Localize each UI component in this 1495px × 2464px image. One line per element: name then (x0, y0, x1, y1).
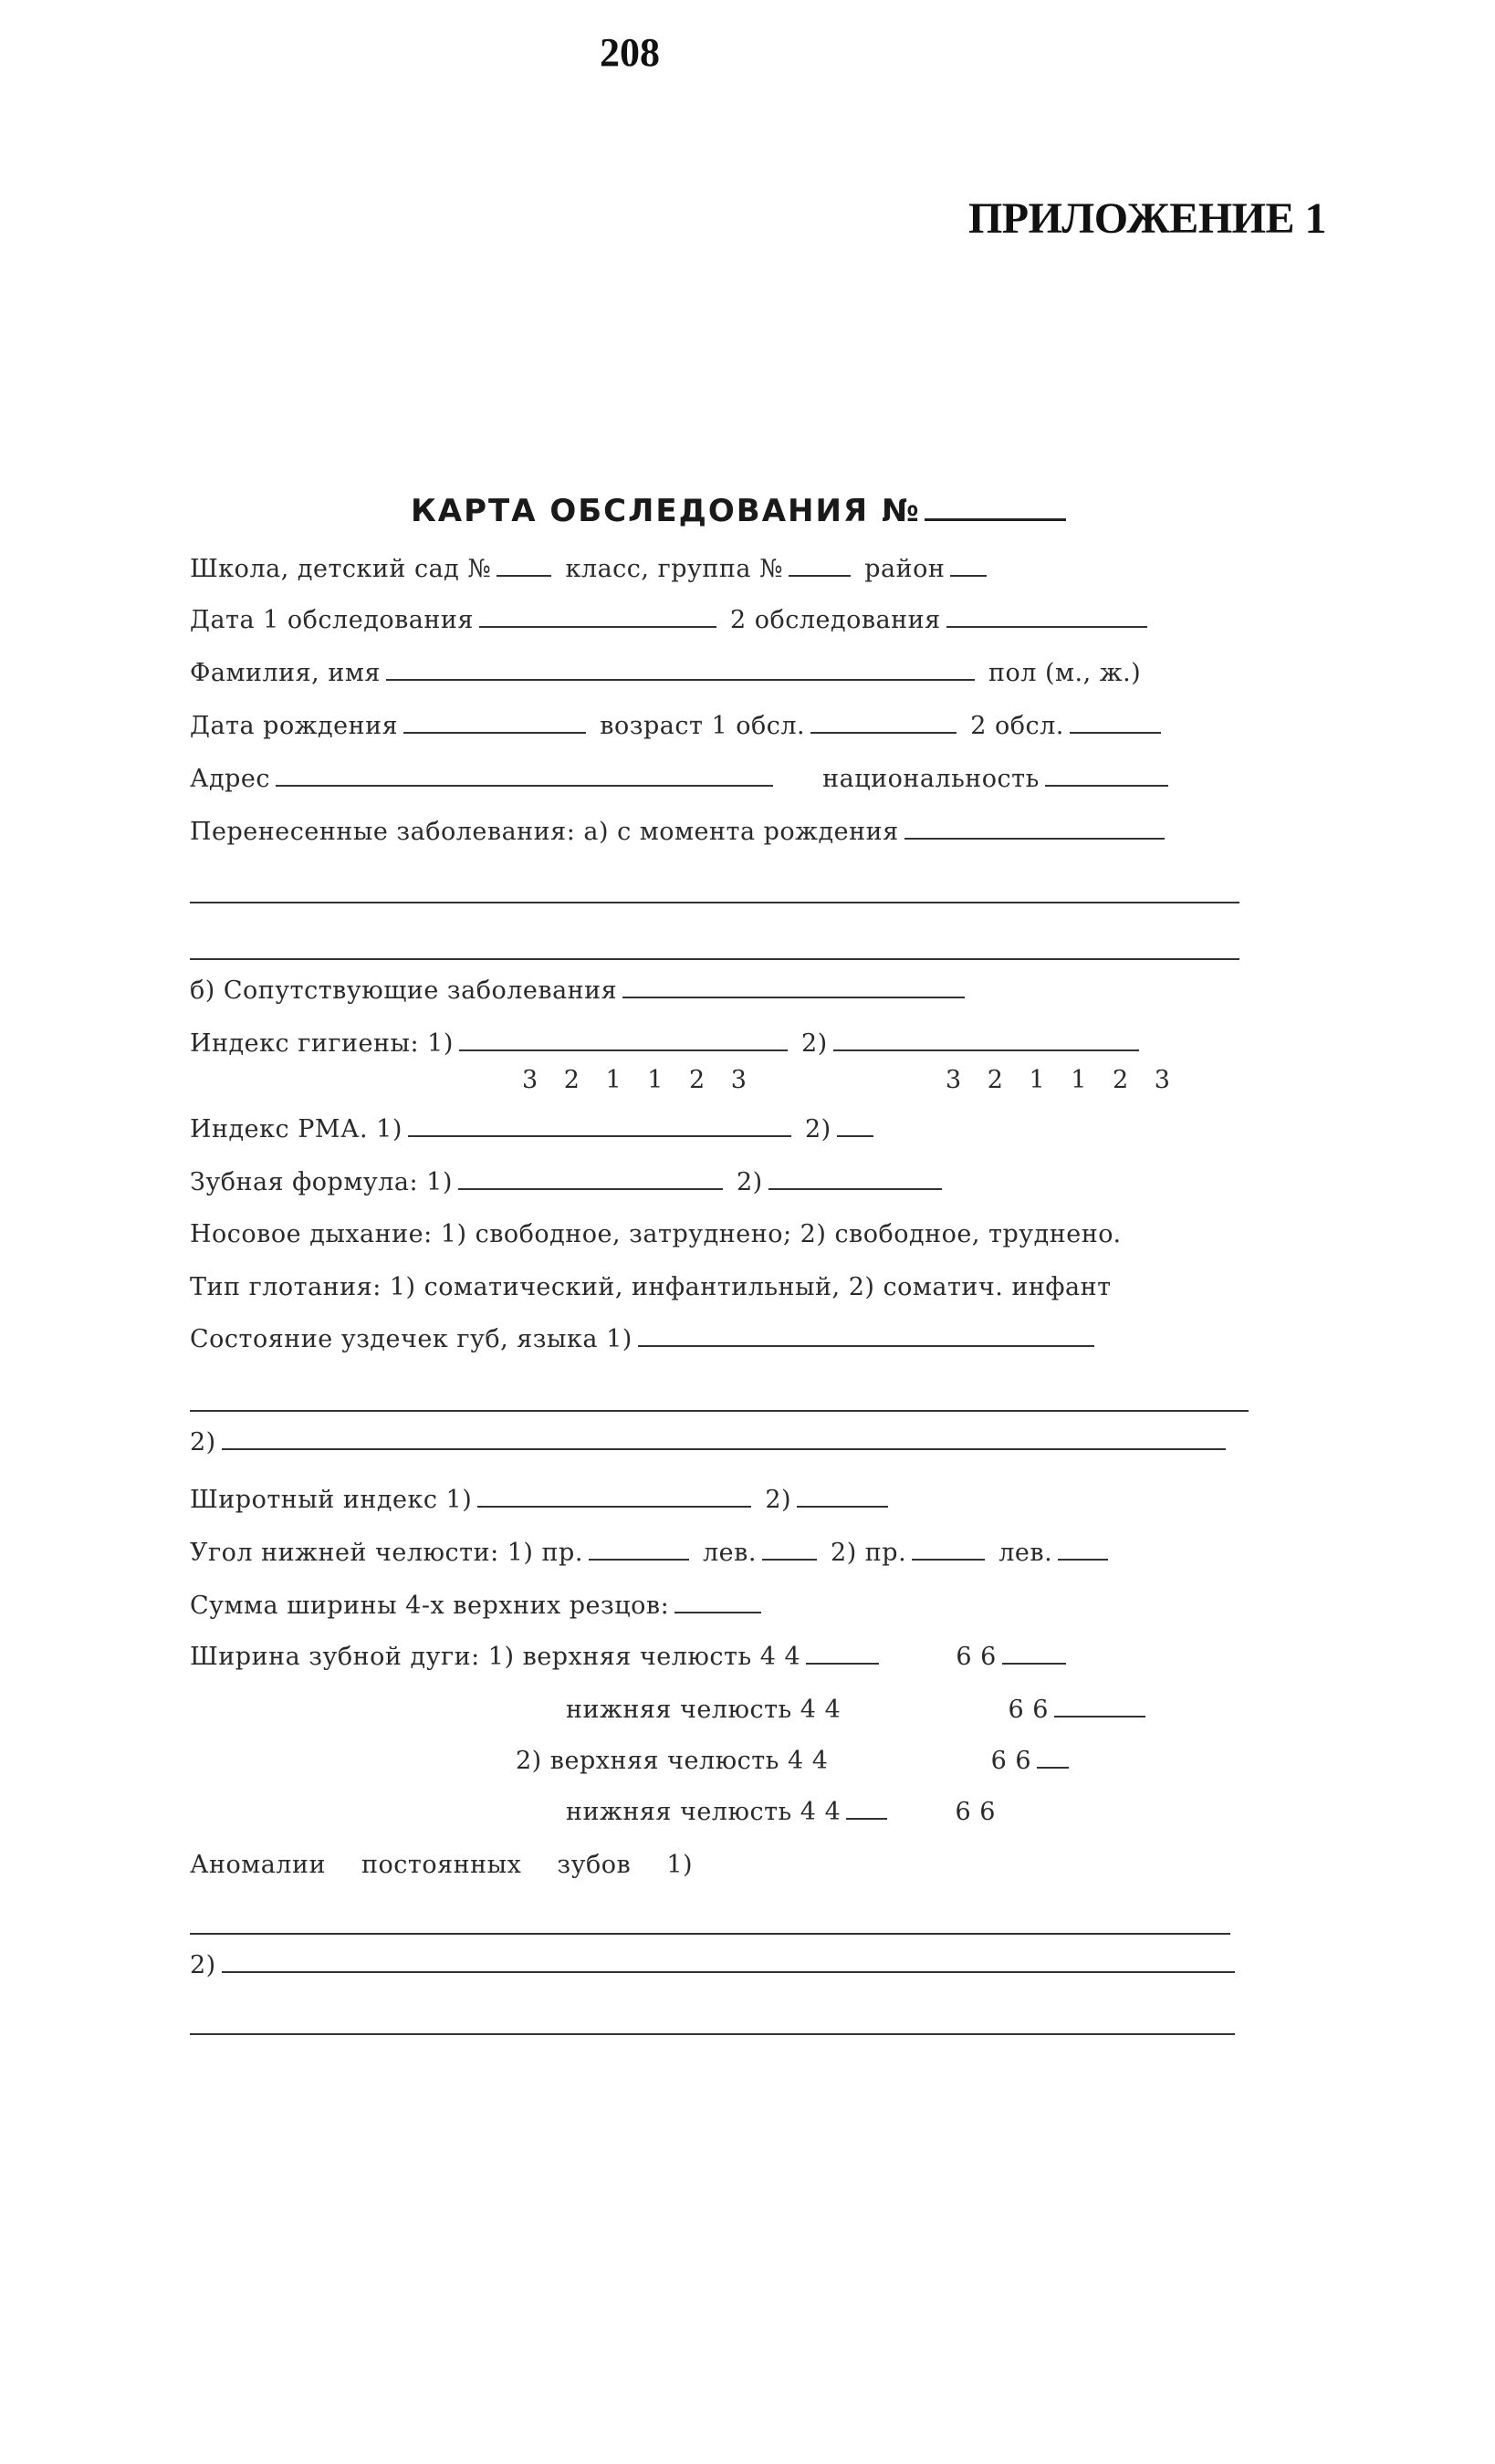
arch-upper1-44-field[interactable] (806, 1644, 879, 1665)
age2-label: 2 обсл. (970, 712, 1064, 740)
hygiene1-field[interactable] (459, 1031, 788, 1051)
exam2-date-field[interactable] (946, 608, 1147, 628)
exam1-label: Дата 1 обследования (190, 606, 474, 634)
arch-upper2-label: 2) верхняя челюсть 4 4 (516, 1747, 829, 1775)
sex-label: пол (м., ж.) (988, 659, 1142, 687)
pma1-field[interactable] (408, 1117, 791, 1137)
jaw-left1-field[interactable] (762, 1540, 817, 1561)
anomalies2-label: 2) (190, 1951, 216, 1979)
school-label: Школа, детский сад № (190, 555, 492, 583)
jaw-right2-label: 2) пр. (831, 1539, 907, 1567)
anomalies2-row (190, 1951, 1240, 1979)
formula1-field[interactable] (458, 1170, 723, 1190)
diseases-label: Перенесенные заболевания: а) с момента рождения (190, 818, 899, 846)
width-index-label: Широтный индекс 1) (190, 1486, 473, 1514)
formula2-field[interactable] (768, 1170, 942, 1190)
district-field[interactable] (950, 557, 987, 577)
arch-upper1-66-label: 6 6 (956, 1643, 997, 1671)
diseases-line-2[interactable] (190, 902, 1239, 903)
age1-field[interactable] (810, 714, 957, 734)
arch-lower2-44-field[interactable] (846, 1800, 887, 1820)
jaw-right1-field[interactable] (589, 1540, 689, 1561)
incisors-row (190, 1592, 767, 1620)
card-title (411, 493, 1066, 529)
jaw-left2-label: лев. (998, 1539, 1053, 1567)
nationality-label: национальность (822, 765, 1040, 793)
diseases-line-3[interactable] (190, 958, 1239, 960)
hygiene-row (190, 1029, 1145, 1058)
anomalies2-field[interactable] (222, 1953, 1235, 1973)
incisors-label: Сумма ширины 4-х верхних резцов: (190, 1592, 670, 1620)
breathing-row: Носовое дыхание: 1) свободное, затруднено; 2) свободное, трудненo. (190, 1220, 1122, 1248)
diseases-field[interactable] (904, 820, 1165, 840)
birth-label: Дата рождения (190, 712, 399, 740)
anomalies-line-3[interactable] (190, 2033, 1235, 2035)
swallowing-row: Тип глотания: 1) соматический, инфантильный, 2) соматич. инфант (190, 1273, 1112, 1301)
hygiene-teeth-numbers-2: 3 2 1 1 2 3 (946, 1066, 1170, 1094)
width-index2-field[interactable] (797, 1488, 888, 1508)
arch-upper2-row (516, 1747, 1074, 1775)
concomitant-label: б) Сопутствующие заболевания (190, 976, 618, 1005)
formula2-label: 2) (736, 1168, 763, 1196)
frenum-row (190, 1325, 1100, 1353)
jaw-left1-label: лев. (703, 1539, 757, 1567)
pma-label: Индекс РМА. 1) (190, 1115, 402, 1143)
frenum2-row (190, 1428, 1231, 1456)
arch-lower1-row (566, 1696, 1151, 1724)
birth-row (190, 712, 1166, 740)
jaw-angle-row (190, 1539, 1113, 1567)
card-title-text: КАРТА ОБСЛЕДОВАНИЯ № (411, 493, 921, 529)
name-row (190, 659, 1141, 687)
formula-label: Зубная формула: 1) (190, 1168, 453, 1196)
arch-lower1-66-field[interactable] (1054, 1697, 1145, 1717)
arch-upper1-66-field[interactable] (1002, 1644, 1066, 1665)
exam1-date-field[interactable] (479, 608, 716, 628)
frenum2-label: 2) (190, 1428, 216, 1456)
address-row (190, 765, 1174, 793)
arch-upper1-row (190, 1643, 1072, 1671)
school-number-field[interactable] (497, 557, 551, 577)
concomitant-field[interactable] (622, 978, 965, 998)
anomalies-row: Аномалии постоянных зубов 1) (190, 1851, 694, 1879)
exam2-label: 2 обследования (729, 606, 941, 634)
frenum-line-2[interactable] (190, 1410, 1249, 1412)
concomitant-row (190, 976, 970, 1005)
incisors-field[interactable] (674, 1593, 761, 1613)
width-index2-label: 2) (765, 1486, 792, 1514)
hygiene-label: Индекс гигиены: 1) (190, 1029, 454, 1058)
jaw-left2-field[interactable] (1058, 1540, 1108, 1561)
width-index-row (190, 1486, 894, 1514)
frenum1-field[interactable] (638, 1327, 1094, 1347)
address-label: Адрес (190, 765, 270, 793)
birth-date-field[interactable] (403, 714, 586, 734)
formula-row (190, 1168, 947, 1196)
diseases-row (190, 818, 1170, 846)
arch-lower1-label: нижняя челюсть 4 4 (566, 1696, 842, 1724)
arch-lower2-row (566, 1798, 996, 1826)
arch-width-label: Ширина зубной дуги: 1) верхняя челюсть 4 4 (190, 1643, 801, 1671)
arch-lower1-66-label: 6 6 (1008, 1696, 1049, 1724)
pma2-label: 2) (804, 1115, 831, 1143)
jaw-angle-label: Угол нижней челюсти: 1) пр. (190, 1539, 583, 1567)
anomalies-line-2[interactable] (190, 1933, 1230, 1935)
frenum2-field[interactable] (222, 1430, 1226, 1450)
district-label: район (864, 555, 946, 583)
arch-lower2-66-label: 6 6 (955, 1798, 996, 1826)
pma-row (190, 1115, 879, 1143)
address-field[interactable] (276, 767, 773, 787)
jaw-right2-field[interactable] (912, 1540, 985, 1561)
nationality-field[interactable] (1045, 767, 1168, 787)
name-label: Фамилия, имя (190, 659, 381, 687)
arch-upper2-66-field[interactable] (1037, 1749, 1069, 1769)
frenum-label: Состояние уздечек губ, языка 1) (190, 1325, 632, 1353)
name-field[interactable] (386, 661, 975, 681)
width-index1-field[interactable] (477, 1488, 751, 1508)
page-number: 208 (600, 30, 660, 75)
arch-upper2-66-label: 6 6 (990, 1747, 1032, 1775)
card-number-field[interactable] (925, 495, 1066, 521)
hygiene2-label: 2) (800, 1029, 828, 1058)
group-number-field[interactable] (789, 557, 851, 577)
exam-date-row (190, 606, 1153, 634)
hygiene2-field[interactable] (833, 1031, 1139, 1051)
age1-label: возраст 1 обсл. (600, 712, 806, 740)
school-row (190, 555, 992, 583)
class-label: класс, группа № (565, 555, 784, 583)
arch-lower2-label: нижняя челюсть 4 4 (566, 1798, 842, 1826)
hygiene-teeth-numbers-1: 3 2 1 1 2 3 (522, 1066, 747, 1094)
pma2-field[interactable] (837, 1117, 873, 1137)
age2-field[interactable] (1070, 714, 1161, 734)
appendix-title: ПРИЛОЖЕНИЕ 1 (967, 194, 1326, 243)
